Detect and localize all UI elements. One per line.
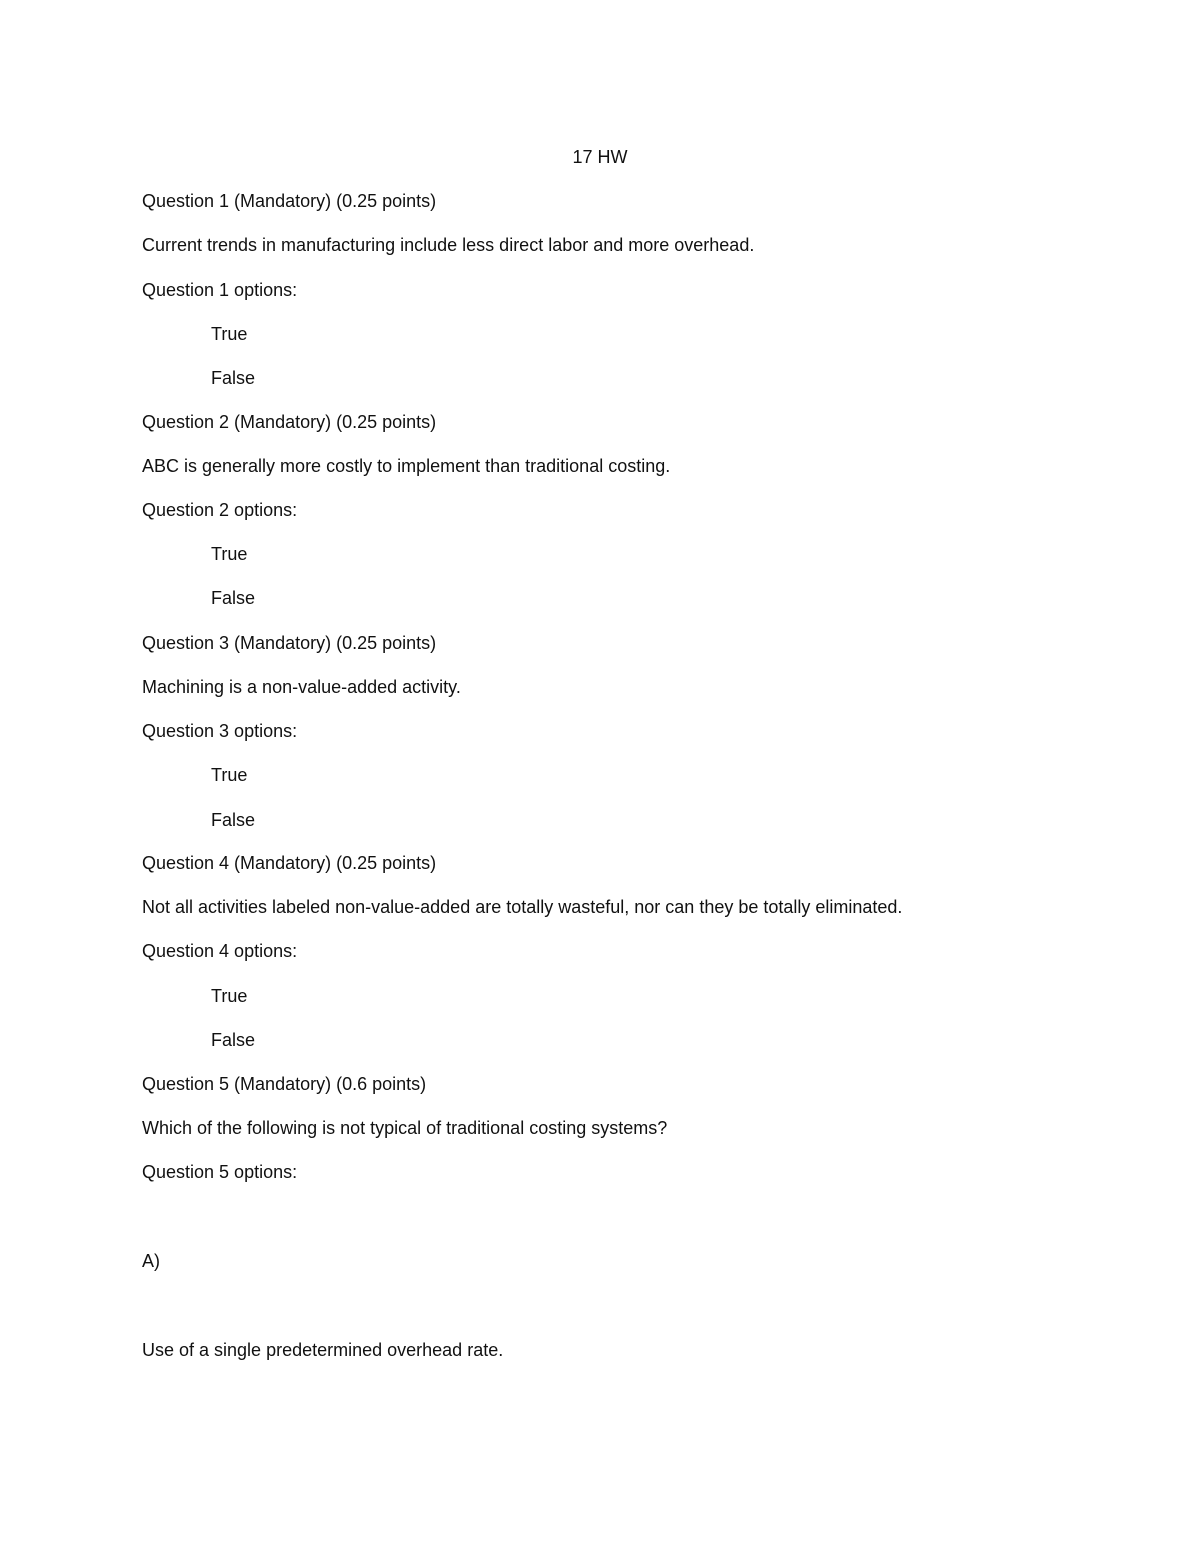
question-4-prompt: Not all activities labeled non-value-added are totally wasteful, nor can they be totally eliminated.	[142, 897, 903, 917]
question-2-options-label: Question 2 options:	[142, 500, 298, 520]
question-2-prompt: ABC is generally more costly to implement than traditional costing.	[142, 456, 671, 476]
question-2-option-false: False	[211, 588, 256, 608]
question-3-header: Question 3 (Mandatory) (0.25 points)	[142, 633, 437, 653]
question-1-option-true: True	[211, 324, 248, 344]
question-4-header: Question 4 (Mandatory) (0.25 points)	[142, 853, 437, 873]
question-3-option-true: True	[211, 765, 248, 785]
question-2-option-true: True	[211, 544, 248, 564]
question-3-prompt: Machining is a non-value-added activity.	[142, 677, 461, 697]
document-title: 17 HW	[572, 147, 628, 167]
question-5-prompt: Which of the following is not typical of traditional costing systems?	[142, 1118, 668, 1138]
question-1-header: Question 1 (Mandatory) (0.25 points)	[142, 191, 437, 211]
question-4-option-false: False	[211, 1030, 256, 1050]
question-1-option-false: False	[211, 368, 256, 388]
question-5-choice-text: Use of a single predetermined overhead rate.	[142, 1340, 504, 1360]
question-4-option-true: True	[211, 986, 248, 1006]
question-1-prompt: Current trends in manufacturing include less direct labor and more overhead.	[142, 235, 755, 255]
question-5-options-label: Question 5 options:	[142, 1162, 298, 1182]
question-3-options-label: Question 3 options:	[142, 721, 298, 741]
question-4-options-label: Question 4 options:	[142, 941, 298, 961]
question-5-choice-letter: A)	[142, 1251, 160, 1271]
question-1-options-label: Question 1 options:	[142, 280, 298, 300]
question-3-option-false: False	[211, 810, 256, 830]
question-2-header: Question 2 (Mandatory) (0.25 points)	[142, 412, 437, 432]
question-5-header: Question 5 (Mandatory) (0.6 points)	[142, 1074, 427, 1094]
